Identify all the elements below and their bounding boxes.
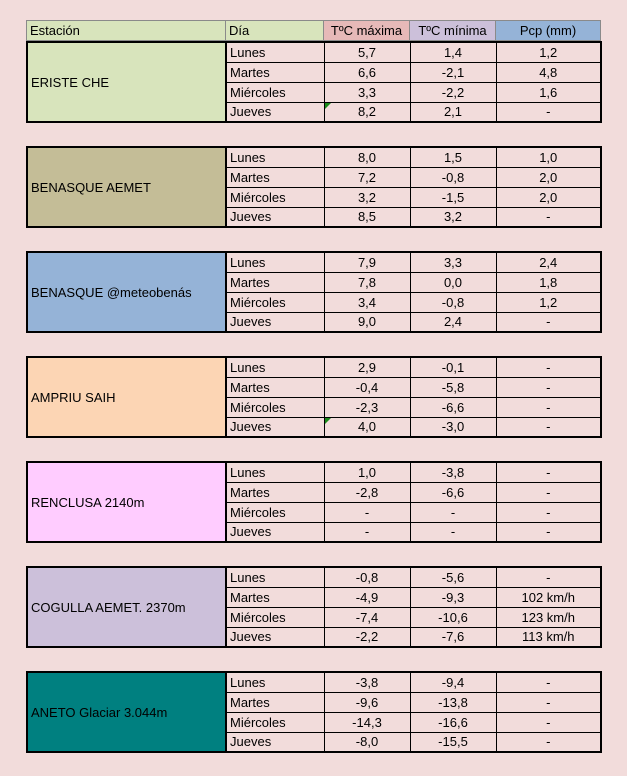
station-block	[26, 461, 602, 543]
header-estacion[interactable]: Estación	[27, 21, 226, 41]
header-pcp[interactable]: Pcp (mm)	[496, 21, 601, 41]
header-tmax[interactable]: TºC máxima	[324, 21, 410, 41]
pcp-cell[interactable]: 102 km/h	[496, 587, 601, 607]
day-cell[interactable]: Miércoles	[226, 607, 324, 627]
tmin-cell[interactable]: -5,6	[410, 567, 496, 587]
tmin-cell[interactable]: -9,4	[410, 672, 496, 692]
tmax-cell[interactable]: -0,8	[324, 567, 410, 587]
tmax-cell[interactable]: 7,8	[324, 272, 410, 292]
tmax-cell[interactable]: 7,2	[324, 167, 410, 187]
day-cell[interactable]: Jueves	[226, 417, 324, 437]
tmax-cell[interactable]: 9,0	[324, 312, 410, 332]
pcp-cell[interactable]: 2,0	[496, 187, 601, 207]
pcp-cell[interactable]: -	[496, 417, 601, 437]
pcp-cell[interactable]: -	[496, 312, 601, 332]
pcp-cell[interactable]: 2,4	[496, 252, 601, 272]
tmax-cell[interactable]: -8,0	[324, 732, 410, 752]
tmin-cell[interactable]: -0,8	[410, 167, 496, 187]
day-cell[interactable]: Jueves	[226, 732, 324, 752]
day-cell[interactable]: Martes	[226, 482, 324, 502]
tmax-cell[interactable]: -2,3	[324, 397, 410, 417]
station-name[interactable]: ANETO Glaciar 3.044m	[27, 672, 226, 752]
table-row	[27, 42, 601, 62]
tmin-cell[interactable]: -	[410, 522, 496, 542]
tmin-cell[interactable]: 0,0	[410, 272, 496, 292]
day-cell[interactable]: Lunes	[226, 567, 324, 587]
pcp-cell[interactable]: -	[496, 502, 601, 522]
table-row	[27, 672, 601, 692]
day-cell[interactable]: Miércoles	[226, 82, 324, 102]
tmax-cell[interactable]: 4,0	[324, 417, 410, 437]
pcp-cell[interactable]: 1,6	[496, 82, 601, 102]
pcp-cell[interactable]: -	[496, 712, 601, 732]
station-block	[26, 671, 602, 753]
day-cell[interactable]: Jueves	[226, 627, 324, 647]
day-cell[interactable]: Jueves	[226, 207, 324, 227]
day-cell[interactable]: Martes	[226, 377, 324, 397]
day-cell[interactable]: Lunes	[226, 672, 324, 692]
station-name[interactable]: RENCLUSA 2140m	[27, 462, 226, 542]
pcp-cell[interactable]: 4,8	[496, 62, 601, 82]
station-block	[26, 356, 602, 438]
day-cell[interactable]: Martes	[226, 272, 324, 292]
tmax-cell[interactable]: -2,8	[324, 482, 410, 502]
day-cell[interactable]: Jueves	[226, 522, 324, 542]
pcp-cell[interactable]: 1,0	[496, 147, 601, 167]
station-name[interactable]: COGULLA AEMET. 2370m	[27, 567, 226, 647]
tmax-cell[interactable]: -	[324, 522, 410, 542]
station-block	[26, 41, 602, 123]
day-cell[interactable]: Lunes	[226, 462, 324, 482]
tmax-cell[interactable]: -	[324, 502, 410, 522]
station-block	[26, 146, 602, 228]
pcp-cell[interactable]: 1,2	[496, 292, 601, 312]
table-row	[27, 357, 601, 377]
tmin-cell[interactable]: -16,6	[410, 712, 496, 732]
tmax-cell[interactable]: 2,9	[324, 357, 410, 377]
tmin-cell[interactable]: -6,6	[410, 397, 496, 417]
tmin-cell[interactable]: -7,6	[410, 627, 496, 647]
station-name[interactable]: BENASQUE @meteobenás	[27, 252, 226, 332]
tmin-cell[interactable]: -15,5	[410, 732, 496, 752]
tmin-cell[interactable]: 2,1	[410, 102, 496, 122]
pcp-cell[interactable]: -	[496, 482, 601, 502]
tmax-cell[interactable]: 8,5	[324, 207, 410, 227]
pcp-cell[interactable]: -	[496, 207, 601, 227]
station-name[interactable]: AMPRIU SAIH	[27, 357, 226, 437]
tmax-cell[interactable]: -9,6	[324, 692, 410, 712]
tmin-cell[interactable]: -9,3	[410, 587, 496, 607]
day-cell[interactable]: Jueves	[226, 312, 324, 332]
day-cell[interactable]: Lunes	[226, 357, 324, 377]
day-cell[interactable]: Miércoles	[226, 397, 324, 417]
day-cell[interactable]: Lunes	[226, 42, 324, 62]
pcp-cell[interactable]: 113 km/h	[496, 627, 601, 647]
tmin-cell[interactable]: -2,1	[410, 62, 496, 82]
tmax-cell[interactable]: 5,7	[324, 42, 410, 62]
tmin-cell[interactable]: 3,2	[410, 207, 496, 227]
day-cell[interactable]: Miércoles	[226, 292, 324, 312]
tmin-cell[interactable]: -6,6	[410, 482, 496, 502]
day-cell[interactable]: Martes	[226, 692, 324, 712]
tmin-cell[interactable]: -3,0	[410, 417, 496, 437]
pcp-cell[interactable]: -	[496, 672, 601, 692]
pcp-cell[interactable]: 1,8	[496, 272, 601, 292]
tmin-cell[interactable]: 2,4	[410, 312, 496, 332]
day-cell[interactable]: Miércoles	[226, 712, 324, 732]
station-block	[26, 251, 602, 333]
header-dia[interactable]: Día	[226, 21, 324, 41]
station-name[interactable]: BENASQUE AEMET	[27, 147, 226, 227]
tmin-cell[interactable]: -1,5	[410, 187, 496, 207]
tmax-cell[interactable]: -0,4	[324, 377, 410, 397]
day-cell[interactable]: Miércoles	[226, 187, 324, 207]
tmin-cell[interactable]: -0,1	[410, 357, 496, 377]
day-cell[interactable]: Jueves	[226, 102, 324, 122]
tmax-cell[interactable]: -2,2	[324, 627, 410, 647]
pcp-cell[interactable]: 123 km/h	[496, 607, 601, 627]
tmin-cell[interactable]: 3,3	[410, 252, 496, 272]
table-row	[27, 252, 601, 272]
tmin-cell[interactable]: -5,8	[410, 377, 496, 397]
pcp-cell[interactable]: 2,0	[496, 167, 601, 187]
table-row	[27, 462, 601, 482]
header-row	[26, 20, 601, 41]
day-cell[interactable]: Martes	[226, 62, 324, 82]
tmax-cell[interactable]: 1,0	[324, 462, 410, 482]
tmin-cell[interactable]: -10,6	[410, 607, 496, 627]
tmax-cell[interactable]: -7,4	[324, 607, 410, 627]
tmin-cell[interactable]: -0,8	[410, 292, 496, 312]
tmax-cell[interactable]: 3,2	[324, 187, 410, 207]
tmax-cell[interactable]: 6,6	[324, 62, 410, 82]
day-cell[interactable]: Lunes	[226, 147, 324, 167]
day-cell[interactable]: Lunes	[226, 252, 324, 272]
tmax-cell[interactable]: 8,2	[324, 102, 410, 122]
pcp-cell[interactable]: -	[496, 567, 601, 587]
tmax-cell[interactable]: 3,3	[324, 82, 410, 102]
table-row	[27, 147, 601, 167]
tmax-cell[interactable]: -14,3	[324, 712, 410, 732]
pcp-cell[interactable]: 1,2	[496, 42, 601, 62]
tmax-cell[interactable]: 8,0	[324, 147, 410, 167]
tmin-cell[interactable]: -3,8	[410, 462, 496, 482]
station-block	[26, 566, 602, 648]
tmax-cell[interactable]: 3,4	[324, 292, 410, 312]
tmin-cell[interactable]: -13,8	[410, 692, 496, 712]
day-cell[interactable]: Martes	[226, 587, 324, 607]
pcp-cell[interactable]: -	[496, 732, 601, 752]
tmin-cell[interactable]: -2,2	[410, 82, 496, 102]
table-row	[27, 567, 601, 587]
pcp-cell[interactable]: -	[496, 397, 601, 417]
header-tmin[interactable]: TºC mínima	[410, 21, 496, 41]
tmax-cell[interactable]: 7,9	[324, 252, 410, 272]
pcp-cell[interactable]: -	[496, 522, 601, 542]
pcp-cell[interactable]: -	[496, 102, 601, 122]
tmin-cell[interactable]: -	[410, 502, 496, 522]
tmin-cell[interactable]: 1,5	[410, 147, 496, 167]
pcp-cell[interactable]: -	[496, 357, 601, 377]
tmax-cell[interactable]: -3,8	[324, 672, 410, 692]
tmax-cell[interactable]: -4,9	[324, 587, 410, 607]
day-cell[interactable]: Miércoles	[226, 502, 324, 522]
pcp-cell[interactable]: -	[496, 462, 601, 482]
pcp-cell[interactable]: -	[496, 377, 601, 397]
station-name[interactable]: ERISTE CHE	[27, 42, 226, 122]
tmin-cell[interactable]: 1,4	[410, 42, 496, 62]
pcp-cell[interactable]: -	[496, 692, 601, 712]
day-cell[interactable]: Martes	[226, 167, 324, 187]
